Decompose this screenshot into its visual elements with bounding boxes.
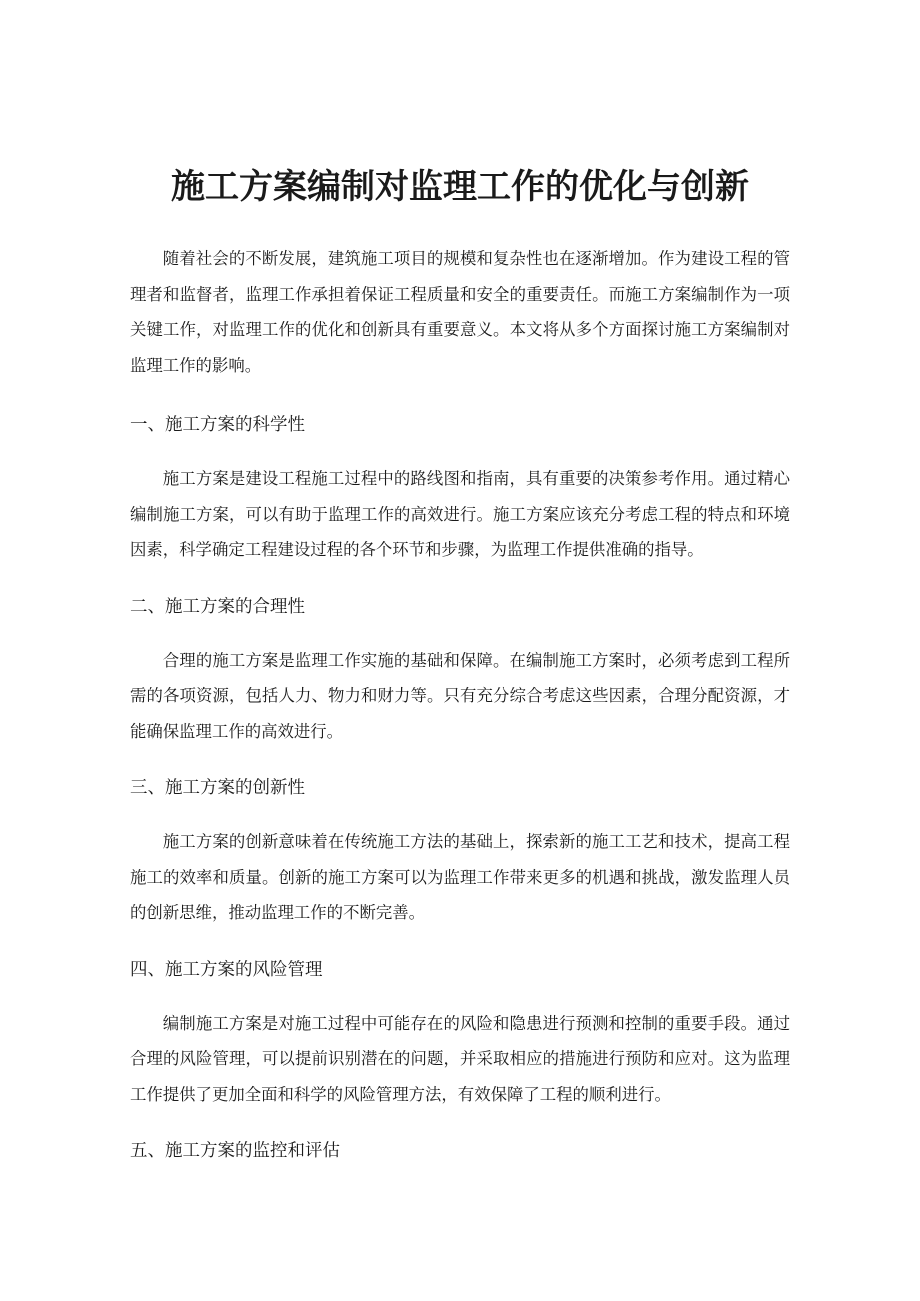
section-paragraph-4: 编制施工方案是对施工过程中可能存在的风险和隐患进行预测和控制的重要手段。通过合理的风险管理，可以提前识别潜在的问题，并采取相应的措施进行预防和应对。这为监理工作提供了更加全面和科学的风险管理方法，有效保障了工程的顺利进行。 — [130, 1013, 790, 1104]
section-heading-2: 二、施工方案的合理性 — [130, 596, 305, 617]
section-paragraph-2: 合理的施工方案是监理工作实施的基础和保障。在编制施工方案时，必须考虑到工程所需的各项资源，包括人力、物力和财力等。只有充分综合考虑这些因素，合理分配资源，才能确保监理工作的高效进行。 — [130, 650, 790, 741]
section-paragraph-1: 施工方案是建设工程施工过程中的路线图和指南，具有重要的决策参考作用。通过精心编制施工方案，可以有助于监理工作的高效进行。施工方案应该充分考虑工程的特点和环境因素，科学确定工程建设过程的各个环节和步骤，为监理工作提供准确的指导。 — [130, 469, 790, 559]
section-heading-5: 五、施工方案的监控和评估 — [130, 1141, 340, 1161]
section-paragraph-3: 施工方案的创新意味着在传统施工方法的基础上，探索新的施工工艺和技术，提高工程施工的效率和质量。创新的施工方案可以为监理工作带来更多的机遇和挑战，激发监理人员的创新思维，推动监理工作的不断完善。 — [130, 832, 790, 922]
section-heading-4: 四、施工方案的风险管理 — [130, 959, 323, 980]
intro-paragraph: 随着社会的不断发展，建筑施工项目的规模和复杂性也在逐渐增加。作为建设工程的管理者和监督者，监理工作承担着保证工程质量和安全的重要责任。而施工方案编制作为一项关键工作，对监理工作的优化和创新具有重要意义。本文将从多个方面探讨施工方案编制对监理工作的影响。 — [130, 249, 790, 375]
page-title: 施工方案编制对监理工作的优化与创新 — [171, 167, 749, 207]
section-heading-3: 三、施工方案的创新性 — [130, 778, 305, 798]
section-heading-1: 一、施工方案的科学性 — [130, 415, 305, 435]
